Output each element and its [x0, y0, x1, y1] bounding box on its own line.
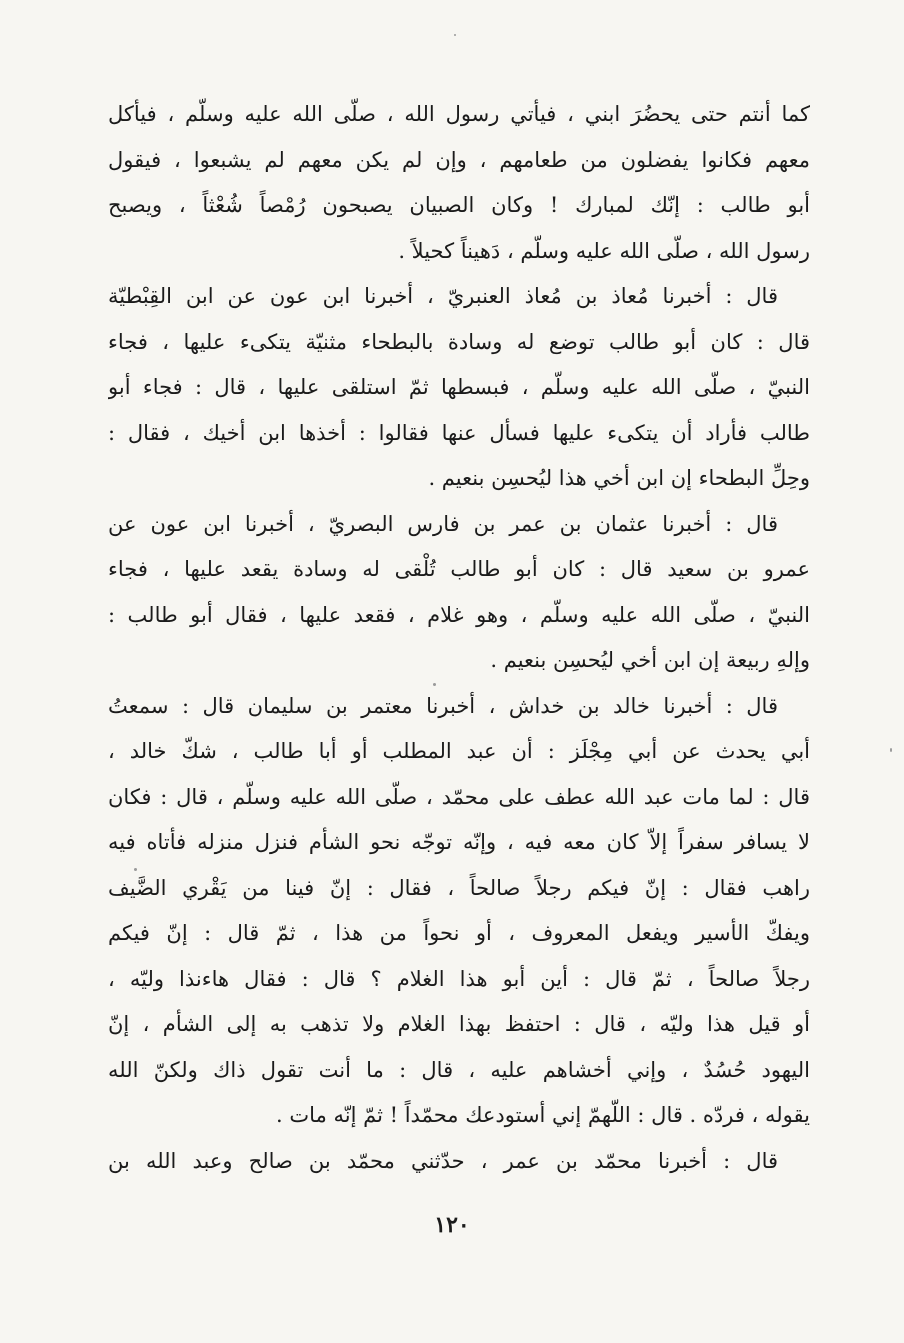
- arabic-text-body: [108, 92, 810, 1184]
- text-line-21: أو قيل هذا وليّه ، قال : احتفظ بهذا الغلام ولا تذهب به إلى الشأم ، إنّ: [108, 1012, 810, 1036]
- scan-speck: [890, 748, 892, 752]
- text-line-13: وإلهِ ربيعة إن ابن أخي ليُحسِن بنعيم .: [490, 648, 810, 672]
- text-line-15: أبي يحدث عن أبي مِجْلَز : أن عبد المطلب أو أبا طالب ، شكّ خالد ،: [108, 739, 810, 763]
- text-line-24: قال : أخبرنا محمّد بن عمر ، حدّثني محمّد بن صالح وعبد الله بن: [108, 1148, 778, 1173]
- scan-speck: [454, 34, 456, 36]
- text-line-8: طالب فأراد أن يتكىء عليها فسأل عنها فقالوا : أخذها ابن أخيك ، فقال :: [108, 420, 810, 445]
- text-line-23: يقوله ، فردّه . قال : اللّهمّ إني أستودعك محمّداً ! ثمّ إنّه مات .: [276, 1103, 810, 1127]
- scan-speck: [433, 683, 436, 686]
- text-line-1: كما أنتم حتى يحضُرَ ابني ، فيأتي رسول الله ، صلّى الله عليه وسلّم ، فيأكل: [108, 102, 810, 126]
- text-line-20: رجلاً صالحاً ، ثمّ قال : أين أبو هذا الغلام ؟ قال : فقال هاءنذا وليّه ،: [108, 966, 810, 991]
- text-line-17: لا يسافر سفراً إلاّ كان معه فيه ، وإنّه توجّه نحو الشأم فنزل منزله فأتاه فيه: [108, 830, 810, 854]
- text-line-22: اليهود حُسُدٌ ، وإني أخشاهم عليه ، قال : ما أنت تقول ذاك ولكنّ الله: [108, 1057, 810, 1082]
- text-line-4: رسول الله ، صلّى الله عليه وسلّم ، دَهيناً كحيلاً .: [398, 238, 810, 263]
- text-line-2: معهم فكانوا يفضلون من طعامهم ، وإن لم يكن معهم لم يشبعوا ، فيقول: [108, 147, 810, 172]
- text-line-6: قال : كان أبو طالب توضع له وسادة بالبطحاء مثنيّة يتكىء عليها ، فجاء: [108, 329, 810, 354]
- text-line-19: ويفكّ الأسير ويفعل المعروف ، أو نحواً من هذا ، ثمّ قال : إنّ فيكم: [108, 921, 810, 945]
- page-number: ١٢٠: [434, 1212, 470, 1238]
- text-line-16: قال : لما مات عبد الله عطف على محمّد ، صلّى الله عليه وسلّم ، قال : فكان: [108, 784, 810, 809]
- text-line-5: قال : أخبرنا مُعاذ بن مُعاذ العنبريّ ، أخبرنا ابن عون عن ابن القِبْطيّة: [108, 284, 778, 308]
- text-line-3: أبو طالب : إنّك لمبارك ! وكان الصبيان يصبحون رُمْصاً شُعْثاً ، ويصبح: [108, 193, 810, 217]
- text-line-7: النبيّ ، صلّى الله عليه وسلّم ، فبسطها ثمّ استلقى عليها ، قال : فجاء أبو: [108, 375, 810, 399]
- text-line-14: قال : أخبرنا خالد بن خداش ، أخبرنا معتمر بن سليمان قال : سمعتُ: [108, 693, 778, 718]
- text-line-9: وحِلِّ البطحاء إن ابن أخي هذا ليُحسِن بنعيم .: [428, 466, 810, 490]
- text-line-18: راهب فقال : إنّ فيكم رجلاً صالحاً ، فقال : إنّ فينا من يَقْري الضَّيف: [108, 875, 810, 900]
- text-line-12: النبيّ ، صلّى الله عليه وسلّم ، وهو غلام ، فقعد عليها ، فقال أبو طالب :: [108, 602, 810, 627]
- scan-speck: [134, 868, 137, 871]
- text-line-11: عمرو بن سعيد قال : كان أبو طالب تُلْقى له وسادة يقعد عليها ، فجاء: [108, 557, 810, 581]
- text-line-10: قال : أخبرنا عثمان بن عمر بن فارس البصريّ ، أخبرنا ابن عون عن: [108, 511, 778, 536]
